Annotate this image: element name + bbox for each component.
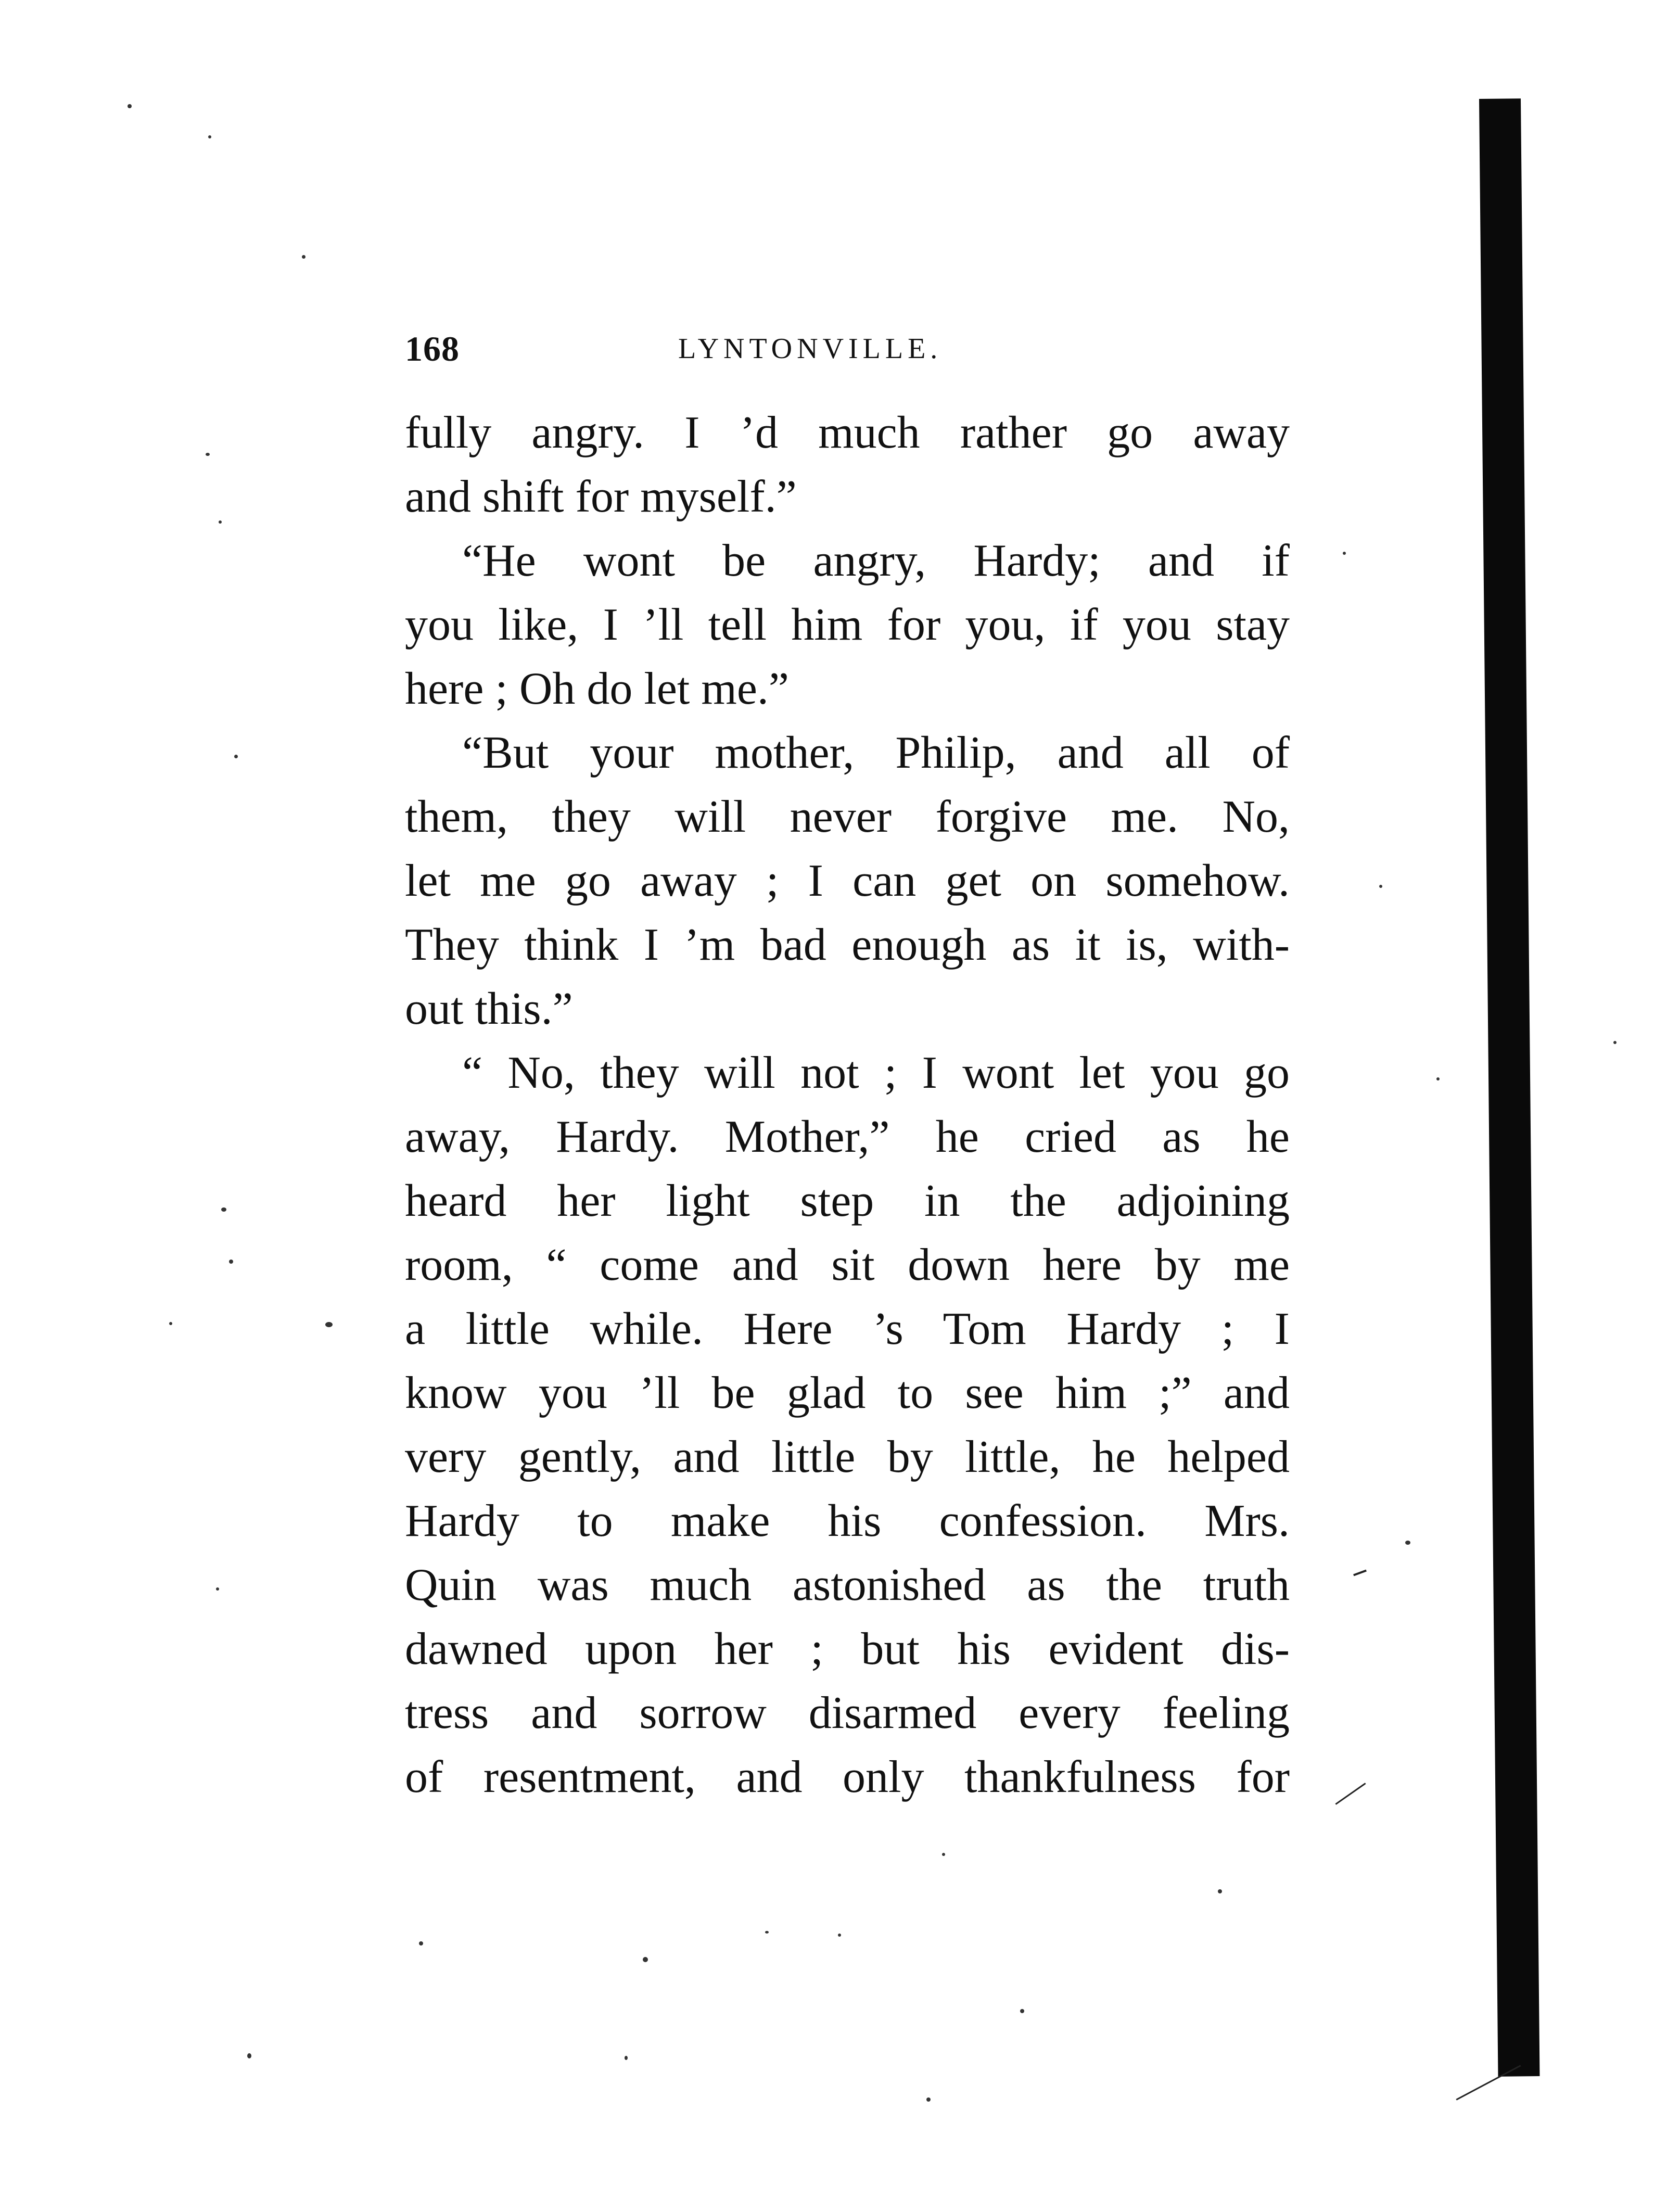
page-number: 168 <box>405 329 460 368</box>
scan-speck <box>1613 1041 1617 1044</box>
text-line: They think I ’m bad enough as it is, with- <box>405 920 1290 970</box>
text-line: them, they will never forgive me. No, <box>405 792 1290 842</box>
scan-speck <box>221 1207 226 1212</box>
scan-speck <box>926 2097 931 2102</box>
scan-speck <box>206 453 210 456</box>
scan-speck <box>1379 885 1382 888</box>
scan-speck <box>1020 2009 1024 2013</box>
text-line: away, Hardy. Mother,” he cried as he <box>405 1112 1290 1162</box>
scan-speck <box>247 2053 251 2058</box>
scan-speck <box>419 1941 423 1945</box>
binding-shadow <box>1479 98 1539 2077</box>
running-head: LYNTONVILLE. <box>678 333 943 365</box>
text-line: you like, I ’ll tell him for you, if you stay <box>405 600 1290 650</box>
text-line: fully angry. I ’d much rather go away <box>405 408 1290 458</box>
scan-speck <box>1436 1077 1440 1080</box>
scan-speck <box>234 755 238 758</box>
scan-speck <box>838 1934 841 1937</box>
text-line: let me go away ; I can get on somehow. <box>405 856 1290 906</box>
scan-speck <box>216 1587 219 1591</box>
text-line: and shift for myself.” <box>405 472 797 522</box>
text-line: out this.” <box>405 984 573 1034</box>
scan-speck <box>1405 1541 1410 1545</box>
text-line: Quin was much astonished as the truth <box>405 1560 1290 1610</box>
scan-speck <box>219 520 222 524</box>
scan-speck <box>169 1322 172 1325</box>
text-line: dawned upon her ; but his evident dis- <box>405 1624 1290 1674</box>
scan-speck <box>643 1957 648 1962</box>
text-line: tress and sorrow disarmed every feeling <box>405 1688 1290 1738</box>
scan-speck <box>1218 1889 1222 1893</box>
text-line: “But your mother, Philip, and all of <box>462 728 1290 778</box>
scan-speck <box>128 104 132 108</box>
text-line: very gently, and little by little, he helped <box>405 1432 1290 1482</box>
scan-speck <box>208 135 211 138</box>
scan-speck <box>625 2056 628 2060</box>
text-line: here ; Oh do let me.” <box>405 664 789 714</box>
scan-speck <box>942 1853 945 1856</box>
scan-speck <box>302 255 306 259</box>
text-line: know you ’ll be glad to see him ;” and <box>405 1368 1290 1418</box>
scan-mark <box>1353 1570 1367 1576</box>
page-header <box>405 323 1284 375</box>
text-line: a little while. Here ’s Tom Hardy ; I <box>405 1304 1290 1354</box>
scan-mark <box>1335 1783 1366 1805</box>
scan-speck <box>1343 552 1346 555</box>
text-line: “ No, they will not ; I wont let you go <box>462 1048 1290 1098</box>
scan-mark <box>1456 2065 1521 2100</box>
text-line: of resentment, and only thankfulness for <box>405 1752 1290 1802</box>
scan-speck <box>765 1931 769 1934</box>
text-line: heard her light step in the adjoining <box>405 1176 1290 1226</box>
body-text <box>405 401 1290 1809</box>
text-line: Hardy to make his confession. Mrs. <box>405 1496 1290 1546</box>
scan-speck <box>325 1322 333 1327</box>
scan-speck <box>229 1260 233 1264</box>
text-line: room, “ come and sit down here by me <box>405 1240 1290 1290</box>
text-line: “He wont be angry, Hardy; and if <box>462 536 1290 586</box>
